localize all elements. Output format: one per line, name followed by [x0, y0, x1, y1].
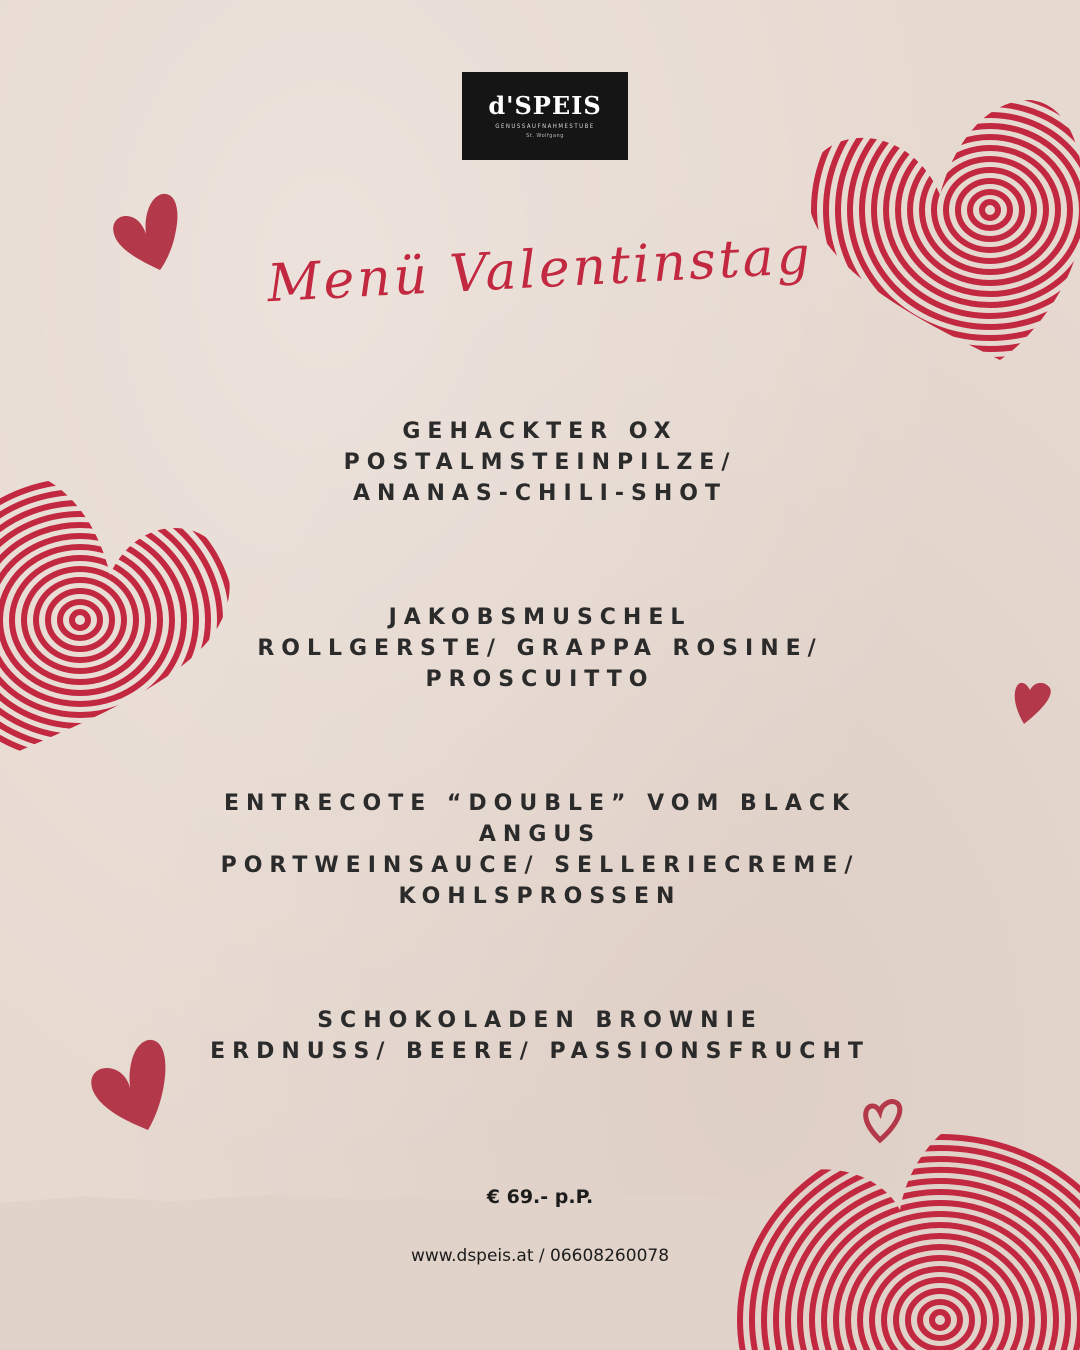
course-line: ROLLGERSTE/ GRAPPA ROSINE/: [257, 636, 823, 661]
course-line: ENTRECOTE “DOUBLE” VOM BLACK: [223, 791, 857, 816]
logo-name: d'SPEIS: [488, 90, 602, 120]
heart-outline-icon: [860, 1096, 906, 1144]
restaurant-logo: [462, 72, 628, 160]
course-3: [0, 788, 1080, 912]
course-line: PORTWEINSAUCE/ SELLERIECREME/: [220, 853, 860, 878]
contact-info: www.dspeis.at / 06608260078: [410, 1246, 670, 1266]
course-line: GEHACKTER OX: [402, 419, 678, 444]
course-line: ANANAS-CHILI-SHOT: [353, 481, 727, 506]
course-1: [0, 416, 1080, 509]
course-line: KOHLSPROSSEN: [398, 884, 682, 909]
price: € 69.- p.P.: [486, 1186, 594, 1208]
course-4: [0, 1005, 1080, 1067]
course-2: [0, 602, 1080, 695]
course-line: JAKOBSMUSCHEL: [388, 605, 692, 630]
course-line: SCHOKOLADEN BROWNIE: [317, 1008, 763, 1033]
course-line: ANGUS: [478, 822, 602, 847]
logo-subtitle: GENUSSAUFNAHMESTUBE: [495, 122, 595, 130]
course-line: ERDNUSS/ BEERE/ PASSIONSFRUCHT: [210, 1039, 870, 1064]
course-line: PROSCUITTO: [425, 667, 655, 692]
logo-location: St. Wolfgang: [526, 132, 564, 139]
menu-title: Menü Valentinstag: [265, 225, 815, 315]
course-line: POSTALMSTEINPILZE/: [343, 450, 737, 475]
